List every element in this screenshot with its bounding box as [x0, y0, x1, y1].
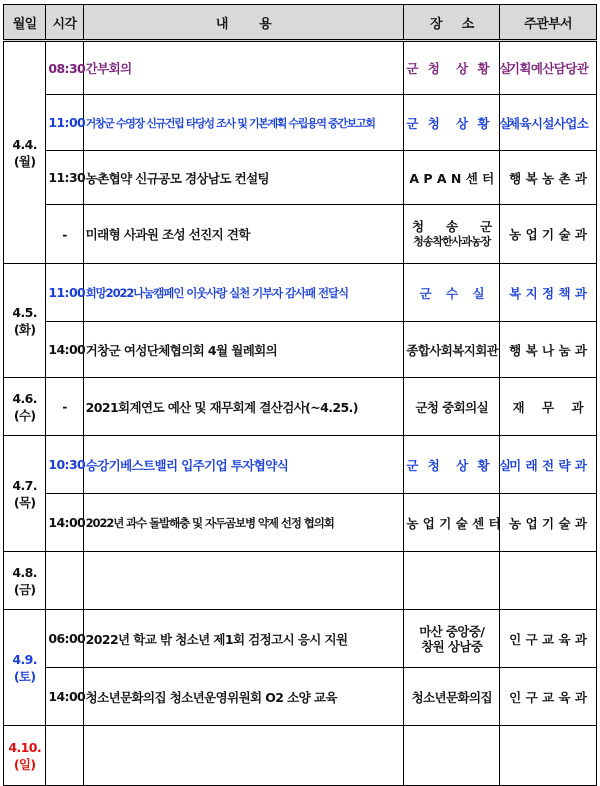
- content-cell: 청소년문화의집 청소년운영위원회 O2 소양 교육: [83, 668, 404, 726]
- time-cell: 14:00: [46, 322, 83, 378]
- date-cell: [4, 41, 46, 264]
- table-row: [4, 378, 597, 436]
- content-cell: 농촌협약 신규공모 경상남도 컨설팅: [83, 151, 404, 205]
- place-cell: 군 수 실: [404, 264, 500, 322]
- place-line-2: 창원 상남중: [421, 638, 483, 654]
- dept-cell: 농 업 기 술 과: [500, 494, 597, 552]
- time-cell: 14:00: [46, 494, 83, 552]
- table-row: [4, 552, 597, 610]
- place-line-1: 청 송 군: [412, 219, 492, 234]
- time-cell: 10:30: [46, 436, 83, 494]
- dept-cell: [500, 552, 597, 610]
- date-cell: [4, 552, 46, 610]
- place-text: 군 청 상 황 실: [406, 61, 514, 76]
- date-cell: [4, 610, 46, 726]
- table-row: [4, 322, 597, 378]
- place-cell: [404, 726, 500, 786]
- weekday-text: (수): [13, 407, 36, 423]
- place-cell: [404, 552, 500, 610]
- time-cell: 11:00: [46, 95, 83, 151]
- date-text: 4.6.: [12, 390, 37, 406]
- header-content: 내 용: [83, 5, 404, 41]
- time-cell: 08:30: [46, 41, 83, 95]
- place-line-2: 청송착한사과농장: [413, 235, 491, 248]
- time-cell: 14:00: [46, 668, 83, 726]
- date-text: 4.9.: [12, 651, 37, 667]
- date-text: 4.4.: [12, 136, 37, 152]
- dept-cell: 미 래 전 략 과: [500, 436, 597, 494]
- date-text: 4.10.: [8, 739, 41, 755]
- dept-cell: [500, 726, 597, 786]
- date-cell: [4, 378, 46, 436]
- content-cell: 간부회의: [83, 41, 404, 95]
- weekday-text: (목): [13, 494, 36, 510]
- table-row: [4, 668, 597, 726]
- header-date: 월일: [4, 5, 46, 41]
- table-row: [4, 610, 597, 668]
- table-row: [4, 436, 597, 494]
- header-place: 장 소: [404, 5, 500, 41]
- place-cell: A P A N 센 터: [404, 151, 500, 205]
- content-cell: [83, 552, 404, 610]
- table-row: [4, 205, 597, 264]
- dept-cell: 인 구 교 육 과: [500, 668, 597, 726]
- date-cell: [4, 436, 46, 552]
- table-row: [4, 726, 597, 786]
- time-cell: [46, 726, 83, 786]
- header-row: [4, 5, 597, 41]
- date-cell: [4, 264, 46, 378]
- weekday-text: (월): [13, 153, 36, 169]
- content-cell: [83, 726, 404, 786]
- table-row: [4, 494, 597, 552]
- place-text: 군 청 상 황 실: [406, 457, 514, 473]
- dept-cell: 체육시설사업소: [500, 95, 597, 151]
- place-cell: 군청 중회의실: [404, 378, 500, 436]
- content-cell: 2022년 과수 돌발해충 및 자두곰보병 약제 선정 협의회: [83, 494, 404, 552]
- weekday-text: (일): [13, 756, 36, 772]
- time-cell: -: [46, 378, 83, 436]
- place-cell: [404, 205, 500, 264]
- table-row: [4, 95, 597, 151]
- table-row: [4, 41, 597, 95]
- header-time: 시각: [46, 5, 83, 41]
- dept-cell: 복 지 정 책 과: [500, 264, 597, 322]
- content-cell: 미래형 사과원 조성 선진지 견학: [83, 205, 404, 264]
- place-cell: [404, 436, 514, 494]
- content-cell: 승강기베스트밸리 입주기업 투자협약식: [83, 436, 404, 494]
- time-cell: 11:30: [46, 151, 83, 205]
- time-cell: 06:00: [46, 610, 83, 668]
- weekday-text: (금): [13, 581, 36, 597]
- content-cell: 2022년 학교 밖 청소년 제1회 검정고시 응시 지원: [83, 610, 404, 668]
- place-cell: 청소년문화의집: [404, 668, 500, 726]
- content-cell: 2021회계연도 예산 및 재무회계 결산검사(~4.25.): [83, 378, 404, 436]
- time-cell: -: [46, 205, 83, 264]
- date-text: 4.8.: [12, 564, 37, 580]
- place-cell: [404, 610, 500, 668]
- content-cell: 희망2022나눔캠페인 이웃사랑 실천 기부자 감사패 전달식: [83, 264, 404, 322]
- place-cell: [404, 95, 514, 151]
- date-cell: [4, 726, 46, 786]
- dept-cell: 농 업 기 술 과: [500, 205, 597, 264]
- content-cell: 거창군 여성단체협의회 4월 월례회의: [83, 322, 404, 378]
- place-cell: 농 업 기 술 센 터: [404, 494, 500, 552]
- weekday-text: (토): [13, 668, 36, 684]
- place-cell: 종합사회복지회관: [404, 322, 500, 378]
- dept-cell: 행 복 농 촌 과: [500, 151, 597, 205]
- place-text: 군 청 상 황 실: [406, 115, 514, 131]
- date-text: 4.5.: [12, 304, 37, 320]
- dept-cell: 재 무 과: [500, 378, 597, 436]
- time-cell: 11:00: [46, 264, 83, 322]
- weekday-text: (화): [13, 321, 36, 337]
- content-cell: 거창군 수영장 신규건립 타당성 조사 및 기본계획 수립용역 중간보고회: [83, 95, 404, 151]
- table-row: [4, 264, 597, 322]
- date-text: 4.7.: [12, 477, 37, 493]
- dept-cell: 기획예산담당관: [500, 41, 597, 95]
- dept-cell: 행 복 나 눔 과: [500, 322, 597, 378]
- place-cell: [404, 41, 514, 95]
- time-cell: [46, 552, 83, 610]
- schedule-table: [3, 4, 597, 786]
- place-line-1: 마산 중앙중/: [419, 623, 485, 639]
- header-dept: 주관부서: [500, 5, 597, 41]
- table-row: [4, 151, 597, 205]
- dept-cell: 인 구 교 육 과: [500, 610, 597, 668]
